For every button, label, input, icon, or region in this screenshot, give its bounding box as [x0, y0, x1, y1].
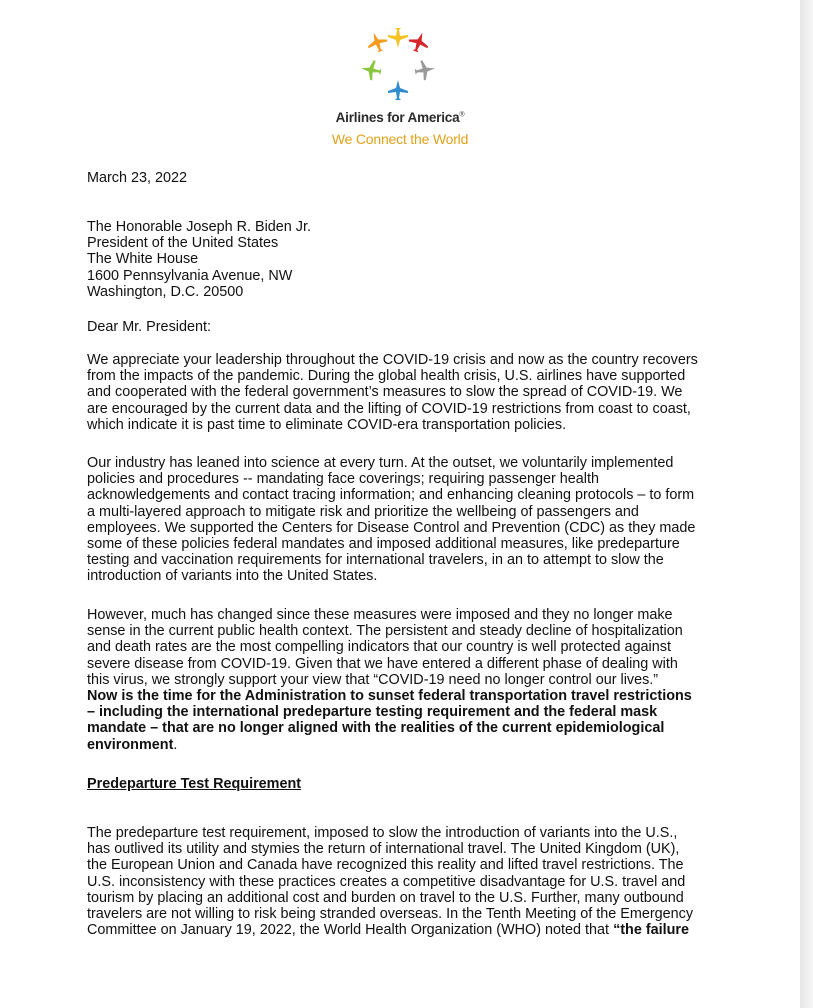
text-line: employees. We supported the Centers for Disease Control and Prevention (CDC) as they made: [87, 519, 696, 536]
text-line: travelers are not willing to risk being stranded overseas. In the Tenth Meeting of the Emergency: [87, 906, 694, 923]
address-line: The White House: [87, 251, 199, 268]
recipient-address: [87, 219, 727, 300]
text-line: acknowledgements and contact tracing information; and enhancing cleaning protocols – to form: [87, 487, 695, 504]
org-name-text: Airlines for America: [335, 110, 460, 125]
paragraph-2: [87, 455, 727, 585]
registered-mark: ®: [459, 111, 465, 119]
text-line: U.S. inconsistency with these practices creates a competitive disadvantage for U.S. travel and: [87, 873, 686, 890]
bold-text-line: – including the international predeparture testing requirement and the federal mask: [87, 704, 658, 721]
paragraph-1: [87, 352, 727, 433]
letterhead-tagline: We Connect the World: [331, 131, 469, 147]
text-line: this virus, we strongly support your view that “COVID-19 need no longer control our lives.”: [87, 671, 659, 688]
text-line: severe disease from COVID-19. Given that we have entered a different phase of dealing with: [87, 655, 678, 672]
letter-date: March 23, 2022: [87, 170, 187, 186]
text-line: Our industry has leaned into science at every turn. At the outset, we voluntarily implemented: [87, 455, 674, 471]
bold-text-line: Now is the time for the Administration to sunset federal transportation travel restrictions: [87, 688, 692, 705]
plane-green: [359, 58, 382, 81]
address-line: President of the United States: [87, 235, 279, 252]
text-line: tourism by placing an additional cost and burden on travel to the U.S. Further, many outbound: [87, 889, 684, 906]
text-line: which indicate it is past time to eliminate COVID-era transportation policies.: [87, 416, 567, 433]
salutation: Dear Mr. President:: [87, 319, 211, 335]
text-line: some of these policies federal mandates and imposed additional measures, like predeparture: [87, 536, 680, 553]
text-line: policies and procedures -- mandating face coverings; requiring passenger health: [87, 471, 599, 488]
bold-text-fragment: environment: [87, 736, 174, 753]
section-heading: Predeparture Test Requirement: [87, 776, 302, 792]
text-line: The predeparture test requirement, imposed to slow the introduction of variants into the U.S.,: [87, 825, 678, 841]
text-line: are encouraged by the current data and the lifting of COVID-19 restrictions from coast to coast,: [87, 400, 691, 417]
text-line: a multi-layered approach to mitigate risk and prioritize the wellbeing of passengers and: [87, 503, 639, 520]
period: .: [173, 736, 178, 753]
page-edge: [800, 0, 813, 1008]
address-line: The Honorable Joseph R. Biden Jr.: [87, 219, 311, 235]
text-line: has outlived its utility and stymies the return of international travel. The United Kingdom (UK),: [87, 841, 680, 858]
paragraph-4: [87, 825, 727, 938]
plane-blue: [388, 80, 408, 100]
plane-yellow: [388, 28, 408, 48]
text-line: testing and vaccination requirements for international travelers, in an to attempt to slow the: [87, 552, 664, 569]
letterhead-org-name: [0, 110, 800, 125]
text-line: sense in the current public health context. The persistent and steady decline of hospitalization: [87, 623, 683, 640]
text-line-last: [87, 737, 727, 753]
bold-text-line: mandate – that are no longer aligned with the realities of the current epidemiological: [87, 720, 665, 737]
text-line-last: [87, 922, 727, 938]
text-fragment: Committee on January 19, 2022, the World Health Organization (WHO) noted that: [87, 922, 614, 939]
text-line: We appreciate your leadership throughout the COVID-19 crisis and now as the country recovers: [87, 352, 698, 368]
text-line: the European Union and Canada have recognized this reality and lifted travel restrictions. The: [87, 857, 684, 874]
plane-gray: [413, 58, 436, 81]
bold-text-fragment: “the failure: [613, 922, 690, 939]
text-line: and cooperated with the federal government’s measures to slow the spread of COVID-19. We: [87, 384, 683, 401]
address-line: Washington, D.C. 20500: [87, 283, 244, 300]
plane-red: [406, 29, 432, 55]
address-line: 1600 Pennsylvania Avenue, NW: [87, 267, 293, 284]
text-line: and death rates are the most compelling indicators that our country is well protected against: [87, 639, 671, 656]
plane-orange: [364, 29, 390, 55]
airlines-for-america-logo: [355, 28, 441, 108]
text-line: introduction of variants into the United States.: [87, 568, 378, 585]
text-line: from the impacts of the pandemic. During the global health crisis, U.S. airlines have supported: [87, 368, 686, 385]
text-line: However, much has changed since these measures were imposed and they no longer make: [87, 607, 673, 623]
paragraph-3: [87, 607, 727, 753]
